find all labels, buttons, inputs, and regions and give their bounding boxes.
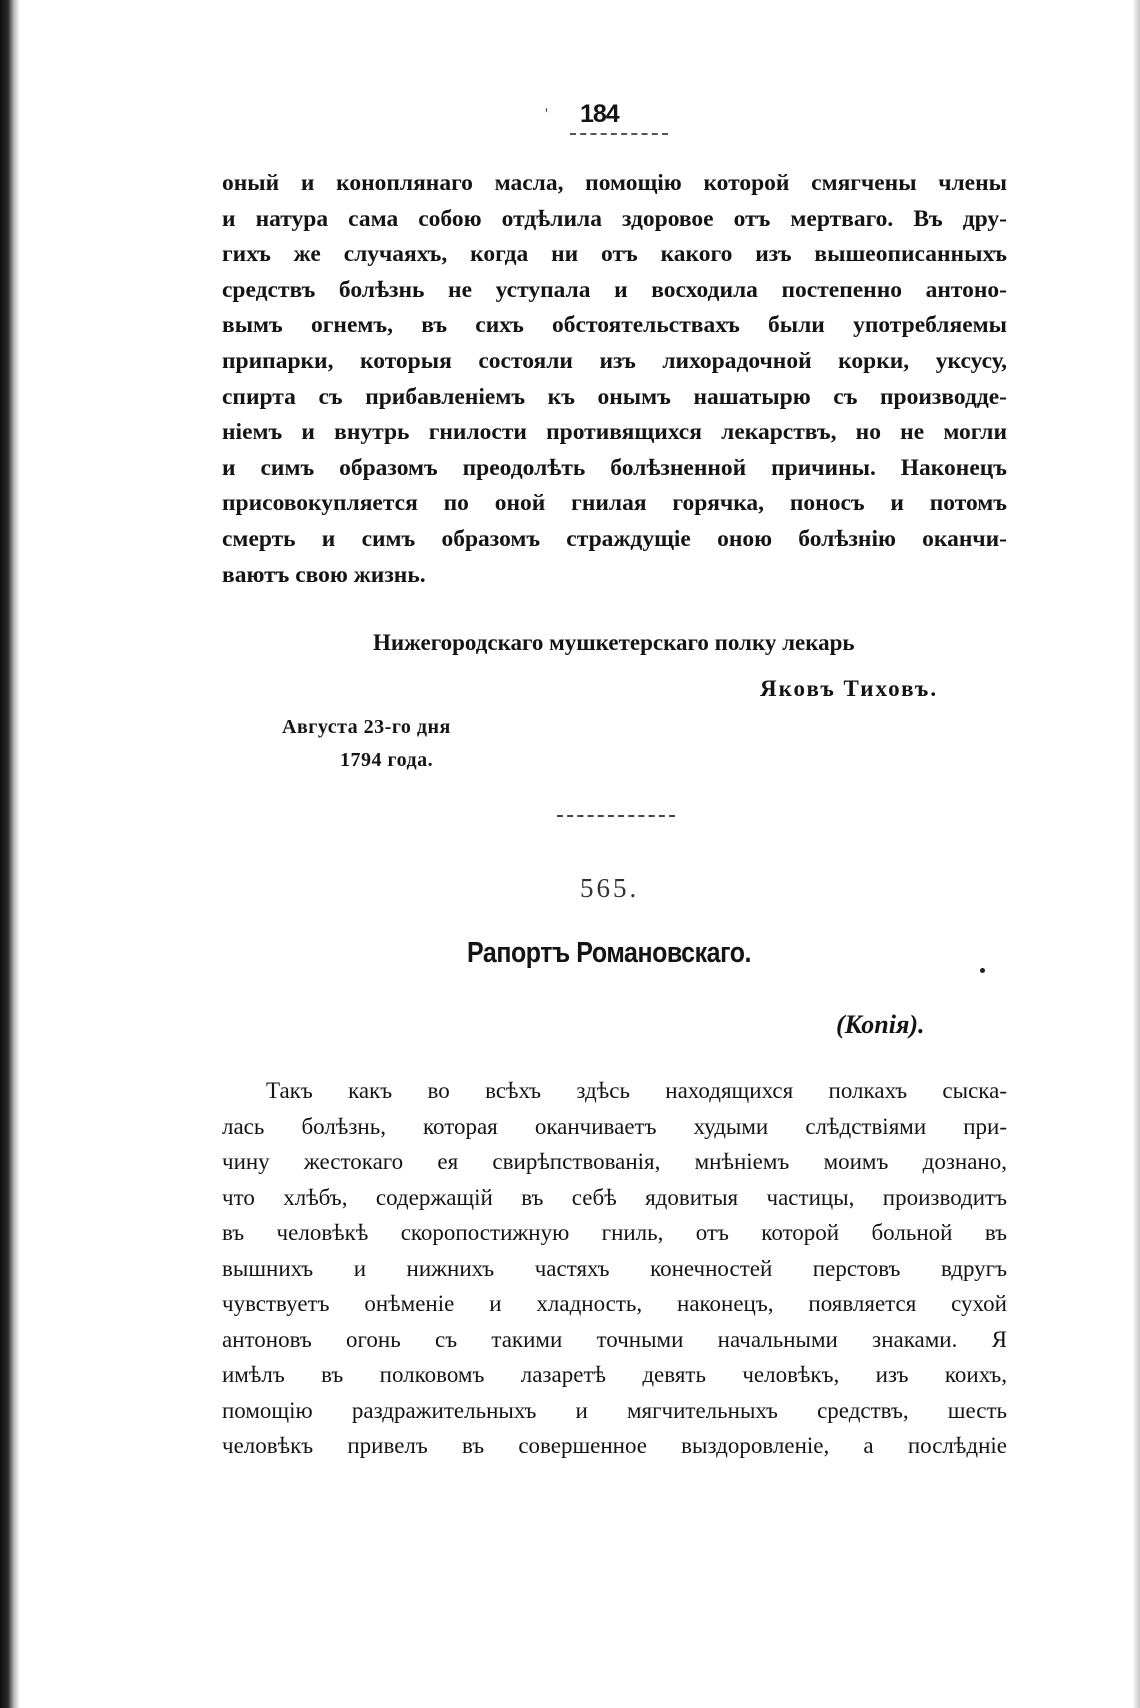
text-line: помощію раздражительныхъ и мягчительныхъ средствъ, шесть: [222, 1397, 1007, 1423]
text-line: и симъ образомъ преодолѣть болѣзненной причины. Наконецъ: [222, 454, 1007, 481]
report-body: [222, 1073, 1007, 1464]
text-line: что хлѣбъ, содержащій въ себѣ ядовитыя частицы, производитъ: [222, 1184, 1007, 1210]
date-line-day: Августа 23-го дня: [282, 716, 451, 738]
text-line: лась болѣзнь, которая оканчиваетъ худыми слѣдствіями при-: [222, 1113, 1007, 1139]
text-line: спирта съ прибавленіемъ къ онымъ нашатырю съ производде-: [222, 383, 1007, 410]
text-line: въ человѣкѣ скоропостижную гниль, отъ которой больной въ: [222, 1220, 1007, 1245]
text-line: вышнихъ и нижнихъ частяхъ конечностей перстовъ вдругъ: [222, 1255, 1007, 1281]
text-line: ніемъ и внутрь гнилости противящихся лекарствъ, но не могли: [222, 419, 1007, 446]
signer-name: Яковъ Тиховъ.: [760, 676, 939, 701]
scan-left-edge-shadow: [0, 0, 20, 1708]
text-line: и натура сама собою отдѣлила здоровое отъ мертваго. Въ дру-: [222, 205, 1007, 232]
date-line-year: 1794 года.: [340, 749, 434, 771]
text-line: гихъ же случаяхъ, когда ни отъ какого изъ вышеописанныхъ: [222, 241, 1007, 268]
text-line: средствъ болѣзнь не уступала и восходила постепенно антоно-: [222, 276, 1007, 303]
page-number-rule: [570, 133, 668, 135]
text-line: вымъ огнемъ, въ сихъ обстоятельствахъ были употребляемы: [222, 312, 1007, 339]
page-number: 184: [580, 100, 619, 128]
copy-mark: (Копія).: [836, 1010, 925, 1039]
text-line: чувствуетъ онѣменіе и хладность, наконецъ, появляется сухой: [222, 1291, 1007, 1316]
document-title: Рапортъ Романовскаго.: [467, 937, 752, 969]
text-line: оный и конoплянаго масла, помощію которой смягчены члены: [222, 170, 1007, 196]
text-line: припарки, которыя состояли изъ лихорадочной корки, уксусу,: [222, 347, 1007, 374]
signer-unit: Нижегородскаго мушкетерскаго полку лекарь: [373, 630, 855, 655]
document-number: 565.: [580, 873, 640, 903]
text-line: антоновъ огонь съ такими точными начальными знаками. Я: [222, 1326, 1007, 1352]
stray-dot: [980, 968, 985, 973]
text-line: человѣкъ привелъ въ совершенное выздоровленіе, а послѣдніе: [222, 1433, 1007, 1458]
section-separator: [557, 815, 675, 817]
text-line: имѣлъ въ полковомъ лазаретѣ девять человѣкъ, изъ коихъ,: [222, 1362, 1007, 1387]
text-line: присовокупляется по оной гнилая горячка, поносъ и потомъ: [222, 490, 1007, 517]
page-tick-mark: ': [545, 106, 548, 123]
text-line: ваютъ свою жизнь.: [222, 561, 426, 588]
scan-right-edge-shadow: [1132, 0, 1140, 1708]
paragraph-continuation: [222, 166, 1007, 593]
text-line: Такъ какъ во всѣхъ здѣсь находящихся полкахъ сыска-: [266, 1078, 1007, 1103]
text-line: чину жестокаго ея свирѣпствованія, мнѣніемъ моимъ дознано,: [222, 1149, 1007, 1174]
text-line: смерть и симъ образомъ страждущіе оною болѣзнію оканчи-: [222, 525, 1007, 552]
